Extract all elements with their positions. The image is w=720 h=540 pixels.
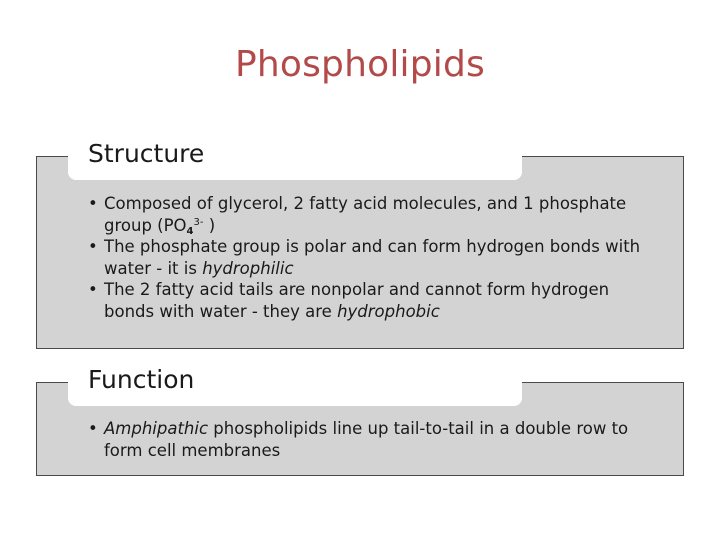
phosphate-charge-superscript: 3- [193,216,204,228]
bullet-text: The 2 fatty acid tails are nonpolar and cannot form hydrogen bonds with water - they are [104,280,610,321]
bullet-italic-term: hydrophilic [202,258,294,278]
bullet-italic-term: Amphipathic [104,419,209,438]
bullet-italic-term: hydrophobic [337,301,440,321]
bullet-icon: • [88,237,98,256]
bullet-text: The phosphate group is polar and can form hydrogen bonds with water - it is [104,237,641,278]
bullet-icon: • [88,194,98,213]
structure-bullet-phosphate [88,236,658,279]
function-heading: Function [88,365,195,394]
structure-heading: Structure [88,139,205,168]
function-bullet-membranes [88,418,658,461]
function-bullet-list [88,418,658,461]
structure-bullet-list [88,193,658,322]
phosphate-subscript: 4 [186,225,194,237]
structure-bullet-composition [88,193,658,236]
structure-bullet-tails [88,279,658,322]
slide-title: Phospholipids [234,44,486,85]
bullet-text-tail: ) [203,215,216,235]
bullet-text: phospholipids line up tail-to-tail in a double row to form cell membranes [104,419,629,460]
function-heading-tab [68,362,522,406]
bullet-icon: • [88,419,98,438]
bullet-text: Composed of glycerol, 2 fatty acid molecules, and 1 phosphate group (PO [104,194,627,235]
structure-heading-tab [68,136,522,180]
bullet-icon: • [88,280,98,299]
